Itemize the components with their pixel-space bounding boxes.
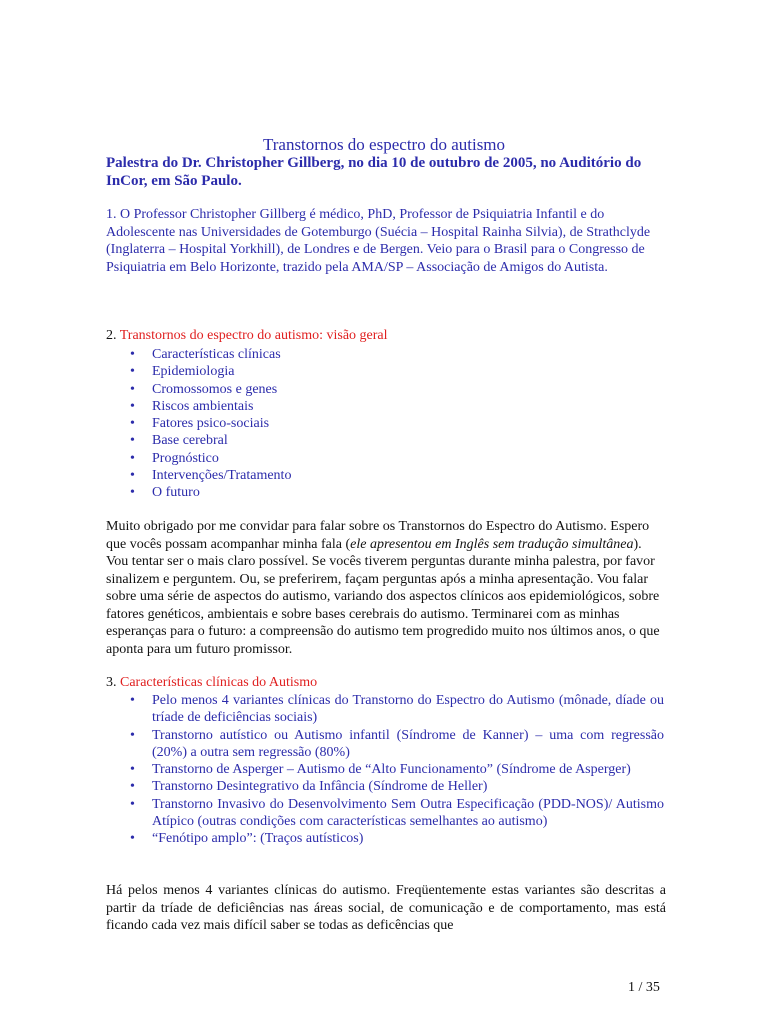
- section-2-heading: [106, 328, 388, 344]
- document-subtitle: Palestra do Dr. Christopher Gillberg, no dia 10 de outubro de 2005, no Auditório do InCor, em São Paulo.: [106, 155, 642, 189]
- section-2-number: 2.: [106, 328, 120, 343]
- body-paragraph-2: Há pelos menos 4 variantes clínicas do autismo. Freqüentemente estas variantes são descritas a partir da tríade de deficiências nas áreas social, de comunicação e de comportamento, mas está ficando cada vez mais difícil saber se todas as deficências que: [106, 883, 666, 933]
- bullet-icon: •: [130, 779, 135, 795]
- bullet-icon: •: [130, 468, 135, 484]
- section-2-title: Transtornos do espectro do autismo: visão geral: [119, 328, 388, 343]
- list-item: • Base cerebral: [130, 433, 228, 449]
- list-item: • Transtorno de Asperger – Autismo de “Alto Funcionamento” (Síndrome de Asperger): [130, 762, 631, 778]
- list-item: • Prognóstico: [130, 450, 219, 466]
- list-item: • Pelo menos 4 variantes clínicas do Transtorno do Espectro do Autismo (mônade, díade ou tríade de deficiências sociais): [130, 693, 664, 726]
- bullet-icon: •: [130, 347, 135, 362]
- list-item: • Cromossomos e genes: [130, 381, 278, 397]
- bullet-icon: •: [130, 450, 135, 466]
- document-title: Transtornos do espectro do autismo: [262, 135, 506, 154]
- italic-note: ele apresentou em Inglês sem tradução simultânea: [350, 536, 634, 552]
- list-item: • O futuro: [130, 485, 200, 501]
- body-paragraph-1: Muito obrigado por me convidar para falar sobre os Transtornos do Espectro do Autismo. Espero que vocês possam acompanhar minha fala (ele apresentou em Inglês sem tradução simultânea). Vou tentar ser o mais claro possível. Se vocês tiverem perguntas durante minha palestra, por favor sinalizem e perguntem. Ou, se preferirem, façam perguntas após a minha apresentação. Vou falar sobre uma série de aspectos do autismo, variando dos aspectos clínicos aos epidemiológicos, sobre fatores genéticos, ambientais e sobre bases cerebrais do autismo. Terminarei com as minhas esperanças para o futuro: a compreensão do autismo tem progredido muito nos últimos anos, o que aponta para um futuro promissor.: [106, 519, 660, 657]
- bullet-icon: •: [130, 485, 135, 501]
- section-3-list: [106, 692, 664, 848]
- bullet-icon: •: [130, 416, 135, 432]
- section-2-list: [106, 346, 666, 502]
- bullet-icon: •: [130, 364, 135, 380]
- section-3-number: 3.: [106, 675, 120, 690]
- list-item: • Riscos ambientais: [130, 398, 254, 414]
- list-item: • Intervenções/Tratamento: [130, 468, 292, 484]
- list-item: • Fatores psico-sociais: [130, 416, 270, 432]
- list-item: • Transtorno autístico ou Autismo infantil (Síndrome de Kanner) – uma com regressão (20%) a outra sem regressão (80%): [130, 727, 664, 760]
- bullet-icon: •: [130, 381, 135, 397]
- bullet-icon: •: [130, 398, 135, 414]
- bullet-icon: •: [130, 762, 135, 778]
- section-3-heading: [106, 675, 317, 691]
- page-number: 1 / 35: [628, 980, 660, 995]
- bullet-icon: •: [130, 727, 135, 743]
- list-item: • “Fenótipo amplo”: (Traços autísticos): [130, 831, 364, 847]
- bullet-icon: •: [130, 693, 135, 708]
- bullet-icon: •: [130, 796, 135, 812]
- list-item: • Transtorno Invasivo do Desenvolvimento Sem Outra Especificação (PDD-NOS)/ Autismo Atípico (outras condições com características semelhantes ao autismo): [130, 796, 664, 830]
- list-item: • Características clínicas: [130, 347, 281, 362]
- bullet-icon: •: [130, 831, 135, 847]
- section-3-title: Características clínicas do Autismo: [120, 675, 318, 690]
- list-item: • Epidemiologia: [130, 364, 235, 380]
- intro-paragraph: 1. O Professor Christopher Gillberg é médico, PhD, Professor de Psiquiatria Infantil e do Adolescente nas Universidades de Gotemburgo (Suécia – Hospital Rainha Silvia), de Strathclyde (Inglaterra – Hospital Yorkhill), de Londres e de Bergen. Veio para o Brasil para o Congresso de Psiquiatria em Belo Horizonte, trazido pela AMA/SP – Associação de Amigos do Autista.: [106, 207, 651, 275]
- list-item: • Transtorno Desintegrativo da Infância (Síndrome de Heller): [130, 779, 488, 795]
- bullet-icon: •: [130, 433, 135, 449]
